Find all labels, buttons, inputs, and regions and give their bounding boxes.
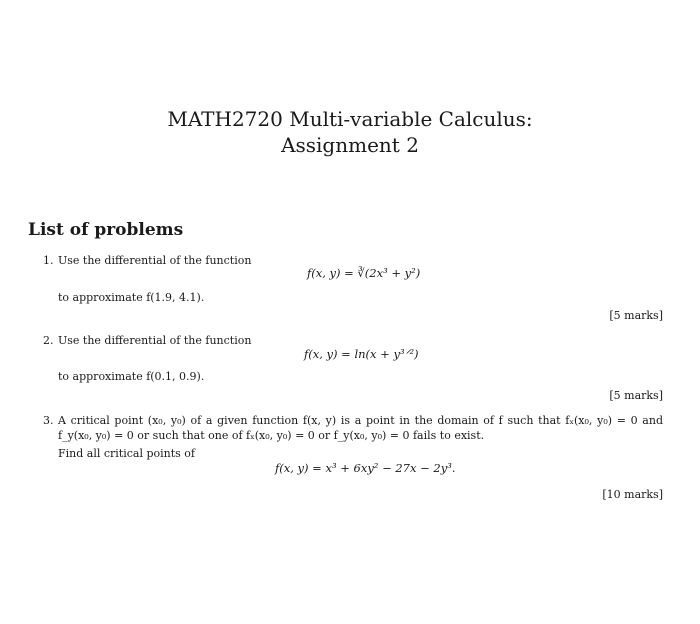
problem-approx: to approximate f(0.1, 0.9). — [58, 370, 205, 383]
section-heading: List of problems — [28, 220, 184, 240]
problem-marks: [10 marks] — [602, 488, 663, 501]
problem-number: 1. — [43, 254, 54, 267]
problem-marks: [5 marks] — [609, 309, 663, 322]
title-course: MATH2720 Multi-variable Calculus: — [167, 107, 533, 131]
problem-formula: f(x, y) = ∛(2x³ + y²) — [307, 266, 421, 280]
title-assignment: Assignment 2 — [281, 133, 419, 157]
problem-marks: [5 marks] — [609, 389, 663, 402]
problem-intro: Use the differential of the function — [58, 254, 252, 267]
problem-number: 3. — [43, 414, 54, 427]
problem-formula: f(x, y) = x³ + 6xy² − 27x − 2y³. — [275, 461, 456, 475]
problem-formula: f(x, y) = ln(x + y³ᐟ²) — [304, 347, 419, 361]
problem-intro: A critical point (x₀, y₀) of a given function f(x, y) is a point in the domain of f such that fₓ(x₀, y₀) = 0 and f_y(x₀, y₀) = 0 or such that one of fₓ(x₀, y₀) = 0 or f_y(x₀, y₀) = 0 fails to exist. — [58, 414, 663, 442]
problem-task: Find all critical points of — [58, 447, 195, 460]
problem-approx: to approximate f(1.9, 4.1). — [58, 291, 205, 304]
problem-number: 2. — [43, 334, 54, 347]
problem-intro: Use the differential of the function — [58, 334, 252, 347]
